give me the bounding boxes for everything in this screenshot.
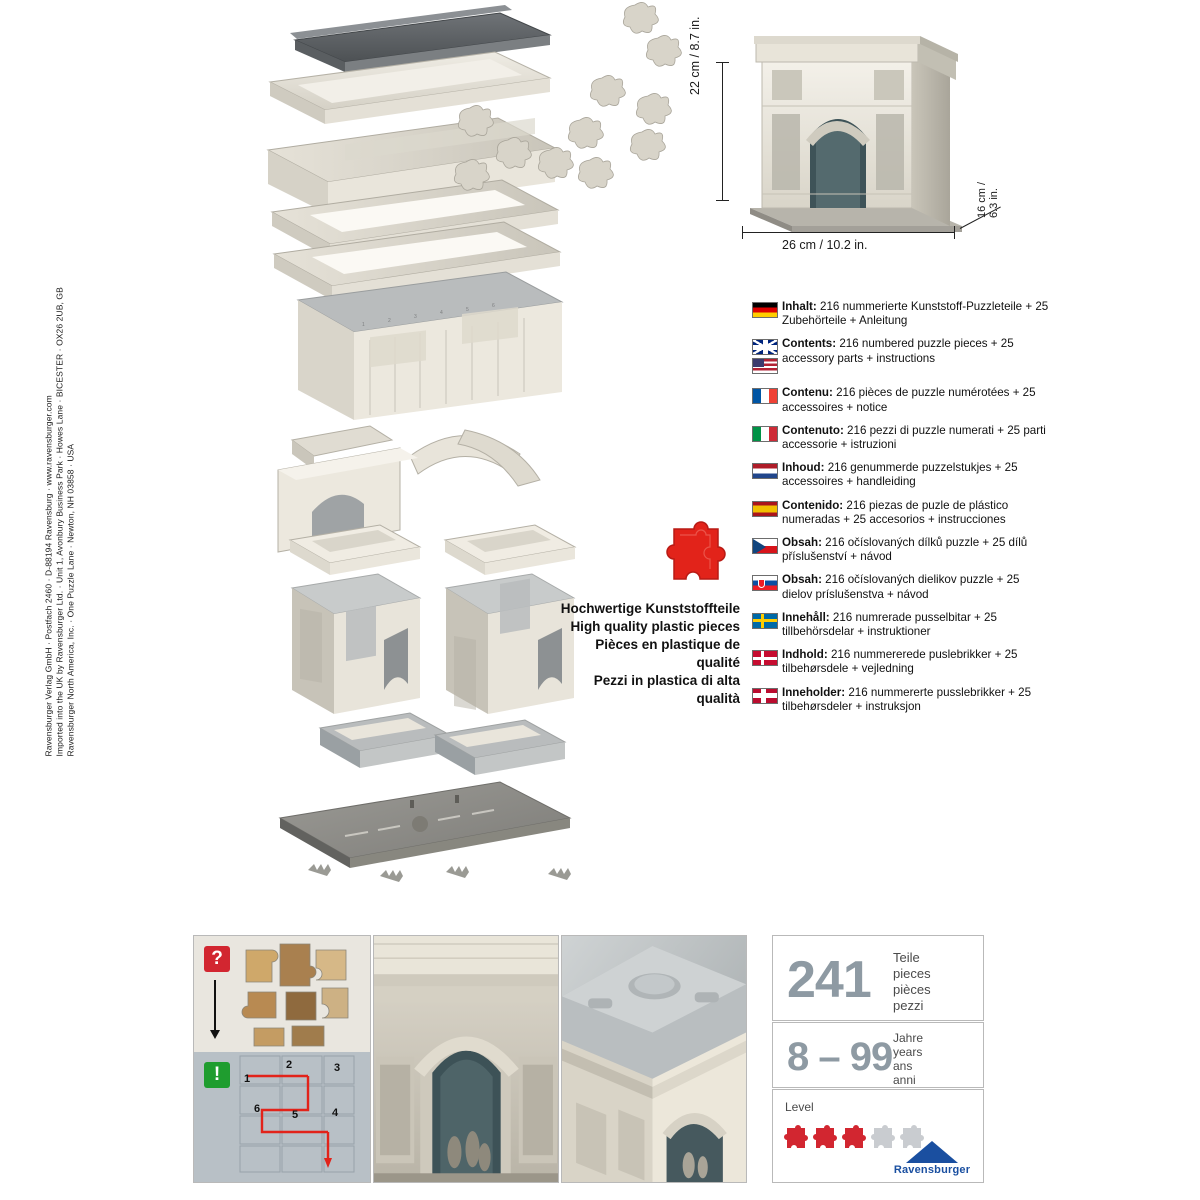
assembly-instruction-panel — [193, 935, 371, 1183]
svg-text:4: 4 — [332, 1107, 339, 1119]
contents-body-no: 216 nummererte pusslebrikker + 25 tilbehørsdeler + instruksjon — [782, 685, 1032, 713]
width-tick-left — [742, 226, 743, 239]
level-label: Level — [785, 1100, 814, 1114]
callout-line-fr: Pièces en plastique de qualité — [595, 637, 740, 670]
pieces-units — [893, 950, 971, 1014]
contents-text-fr — [782, 386, 1052, 414]
brand-logo — [889, 1141, 975, 1176]
svg-text:1: 1 — [244, 1073, 251, 1085]
flag-group-nl — [752, 461, 782, 482]
contents-text-no — [782, 686, 1052, 714]
width-tick-right — [954, 226, 955, 239]
pieces-unit-en: pieces — [893, 966, 931, 981]
age-unit-en: years — [893, 1045, 923, 1059]
contents-text-it — [782, 424, 1052, 452]
legal-line-3: Ravensburger North America, Inc. · One Puzzle Lane · Newton, NH 03858 · USA — [65, 443, 76, 757]
flag-group-it — [752, 424, 782, 445]
legal-line-1: Ravensburger Verlag GmbH · Postfach 2460 · D-88194 Ravensburg · www.ravensburger.com — [43, 395, 54, 757]
flag-group-dk — [752, 648, 782, 669]
flag-nl-icon — [752, 463, 778, 479]
product-photo-roof-detail — [561, 935, 747, 1183]
height-tick-bottom — [716, 200, 729, 201]
contents-label-sk: Obsah: — [782, 573, 822, 587]
flag-no-icon — [752, 688, 778, 704]
contents-text-es — [782, 499, 1052, 527]
height-tick-top — [716, 62, 729, 63]
svg-text:3: 3 — [334, 1062, 341, 1074]
contents-body-en: 216 numbered puzzle pieces + 25 accessory parts + instructions — [782, 337, 1014, 365]
age-unit-de: Jahre — [893, 1031, 924, 1045]
product-photo-arch-detail — [373, 935, 559, 1183]
contents-row-en — [752, 337, 1052, 377]
manufacturer-legal-text — [44, 117, 77, 757]
contents-text-en — [782, 337, 1052, 365]
age-unit-fr: ans — [893, 1059, 913, 1073]
contents-body-sk: 216 očíslovaných dielikov puzzle + 25 dielov príslušenstva + návod — [782, 573, 1020, 601]
flag-group-no — [752, 686, 782, 707]
contents-label-dk: Indhold: — [782, 648, 828, 662]
contents-label-it: Contenuto: — [782, 423, 844, 437]
flag-group-cz — [752, 536, 782, 557]
contents-body-it: 216 pezzi di puzzle numerati + 25 parti accessorie + istruzioni — [782, 423, 1046, 452]
contents-multilingual-list — [752, 300, 1052, 723]
contents-row-dk — [752, 648, 1052, 676]
contents-body-es: 216 piezas de puzle de plástico numeradas + 25 accesorios + instrucciones — [782, 498, 1009, 526]
contents-row-cz — [752, 536, 1052, 564]
flag-gb-icon — [752, 339, 778, 355]
roof-detail-svg — [562, 936, 746, 1182]
contents-row-it — [752, 424, 1052, 452]
contents-row-fr — [752, 386, 1052, 414]
age-unit-it: anni — [893, 1073, 916, 1087]
contents-body-de: 216 nummerierte Kunststoff-Puzzleteile + 25 Zubehörteile + Anleitung — [782, 300, 1049, 328]
contents-label-de: Inhalt: — [782, 300, 817, 313]
contents-text-cz — [782, 536, 1052, 564]
contents-label-en: Contents: — [782, 337, 837, 351]
quality-callout — [560, 600, 740, 708]
flag-sk-icon — [752, 575, 778, 591]
callout-line-de: Hochwertige Kunststoffteile — [560, 601, 740, 616]
flag-it-icon — [752, 426, 778, 442]
svg-text:2: 2 — [388, 318, 391, 324]
dimensions-group — [690, 10, 980, 275]
exploded-assembly-illustration — [250, 0, 710, 910]
flag-group-de — [752, 300, 782, 321]
level-piece-filled-1 — [783, 1124, 809, 1148]
flag-group-se — [752, 611, 782, 632]
red-puzzle-piece-icon — [662, 517, 730, 595]
contents-text-dk — [782, 648, 1052, 676]
contents-body-fr: 216 pièces de puzzle numérotées + 25 accessoires + notice — [782, 386, 1036, 414]
age-info-box — [772, 1022, 984, 1088]
svg-text:6: 6 — [492, 303, 495, 309]
flag-us-icon — [752, 358, 778, 374]
callout-line-it: Pezzi in plastica di alta qualità — [593, 673, 740, 706]
flag-fr-icon — [752, 388, 778, 404]
svg-text:5: 5 — [466, 307, 469, 313]
pieces-info-box — [772, 935, 984, 1021]
howto-svg — [194, 936, 369, 1181]
contents-label-fr: Contenu: — [782, 386, 833, 400]
flag-group-sk — [752, 573, 782, 594]
pieces-unit-fr: pièces — [893, 982, 931, 997]
contents-row-se — [752, 611, 1052, 639]
contents-label-nl: Inhoud: — [782, 461, 825, 475]
legal-line-2: Imported into the UK by Ravensburger Ltd. · Unit 1, Avonbury Business Park · Howes Lane · BICESTER · OX26 2UB, GB — [54, 287, 65, 757]
level-info-box — [772, 1089, 984, 1183]
question-badge: ? — [204, 946, 230, 972]
contents-body-nl: 216 genummerde puzzelstukjes + 25 accessoires + handleiding — [782, 461, 1018, 489]
depth-dimension-label — [976, 182, 1000, 218]
contents-text-sk — [782, 573, 1052, 601]
level-piece-filled-2 — [812, 1124, 838, 1148]
contents-row-sk — [752, 573, 1052, 601]
contents-row-nl — [752, 461, 1052, 489]
svg-text:4: 4 — [440, 310, 443, 316]
contents-body-cz: 216 očíslovaných dílků puzzle + 25 dílů příslušenství + návod — [782, 536, 1028, 564]
exploded-diagram-svg — [250, 0, 710, 910]
exclamation-badge: ! — [204, 1062, 230, 1088]
flag-cz-icon — [752, 538, 778, 554]
pieces-unit-de: Teile — [893, 950, 920, 965]
height-dimension-line — [722, 62, 723, 200]
flag-group-en — [752, 337, 782, 377]
contents-row-es — [752, 499, 1052, 527]
contents-text-nl — [782, 461, 1052, 489]
flag-de-icon — [752, 302, 778, 318]
svg-text:1: 1 — [362, 322, 365, 328]
flag-se-icon — [752, 613, 778, 629]
callout-line-en: High quality plastic pieces — [570, 619, 740, 634]
contents-label-cz: Obsah: — [782, 536, 822, 550]
svg-text:5: 5 — [292, 1109, 299, 1121]
age-range: 8 – 99 — [787, 1035, 893, 1079]
pieces-unit-it: pezzi — [893, 998, 924, 1013]
flag-es-icon — [752, 501, 778, 517]
contents-label-es: Contenido: — [782, 498, 844, 512]
contents-body-se: 216 numrerade pusselbitar + 25 tillbehörsdelar + instruktioner — [782, 610, 997, 639]
level-piece-filled-3 — [841, 1124, 867, 1148]
contents-text-de — [782, 300, 1052, 328]
brand-name: Ravensburger — [893, 1164, 971, 1176]
contents-row-no — [752, 686, 1052, 714]
depth-label-line2: 6.3 in. — [988, 188, 1000, 218]
depth-label-line1: 16 cm / — [976, 181, 988, 218]
svg-text:2: 2 — [286, 1059, 293, 1071]
width-dimension-label: 26 cm / 10.2 in. — [782, 238, 868, 252]
ravensburger-triangle-icon — [906, 1141, 958, 1163]
width-dimension-line — [742, 232, 954, 233]
height-dimension-label: 22 cm / 8.7 in. — [688, 16, 702, 95]
contents-label-no: Inneholder: — [782, 685, 846, 699]
pieces-count: 241 — [787, 951, 871, 1009]
svg-text:3: 3 — [414, 314, 417, 320]
svg-text:6: 6 — [254, 1103, 261, 1115]
contents-label-se: Innehåll: — [782, 610, 830, 624]
arch-detail-svg — [374, 936, 558, 1182]
flag-dk-icon — [752, 650, 778, 666]
contents-text-se — [782, 611, 1052, 639]
contents-row-de — [752, 300, 1052, 328]
contents-body-dk: 216 nummererede puslebrikker + 25 tilbehørsdele + vejledning — [782, 648, 1018, 676]
age-units — [893, 1031, 971, 1087]
flag-group-fr — [752, 386, 782, 407]
flag-group-es — [752, 499, 782, 520]
